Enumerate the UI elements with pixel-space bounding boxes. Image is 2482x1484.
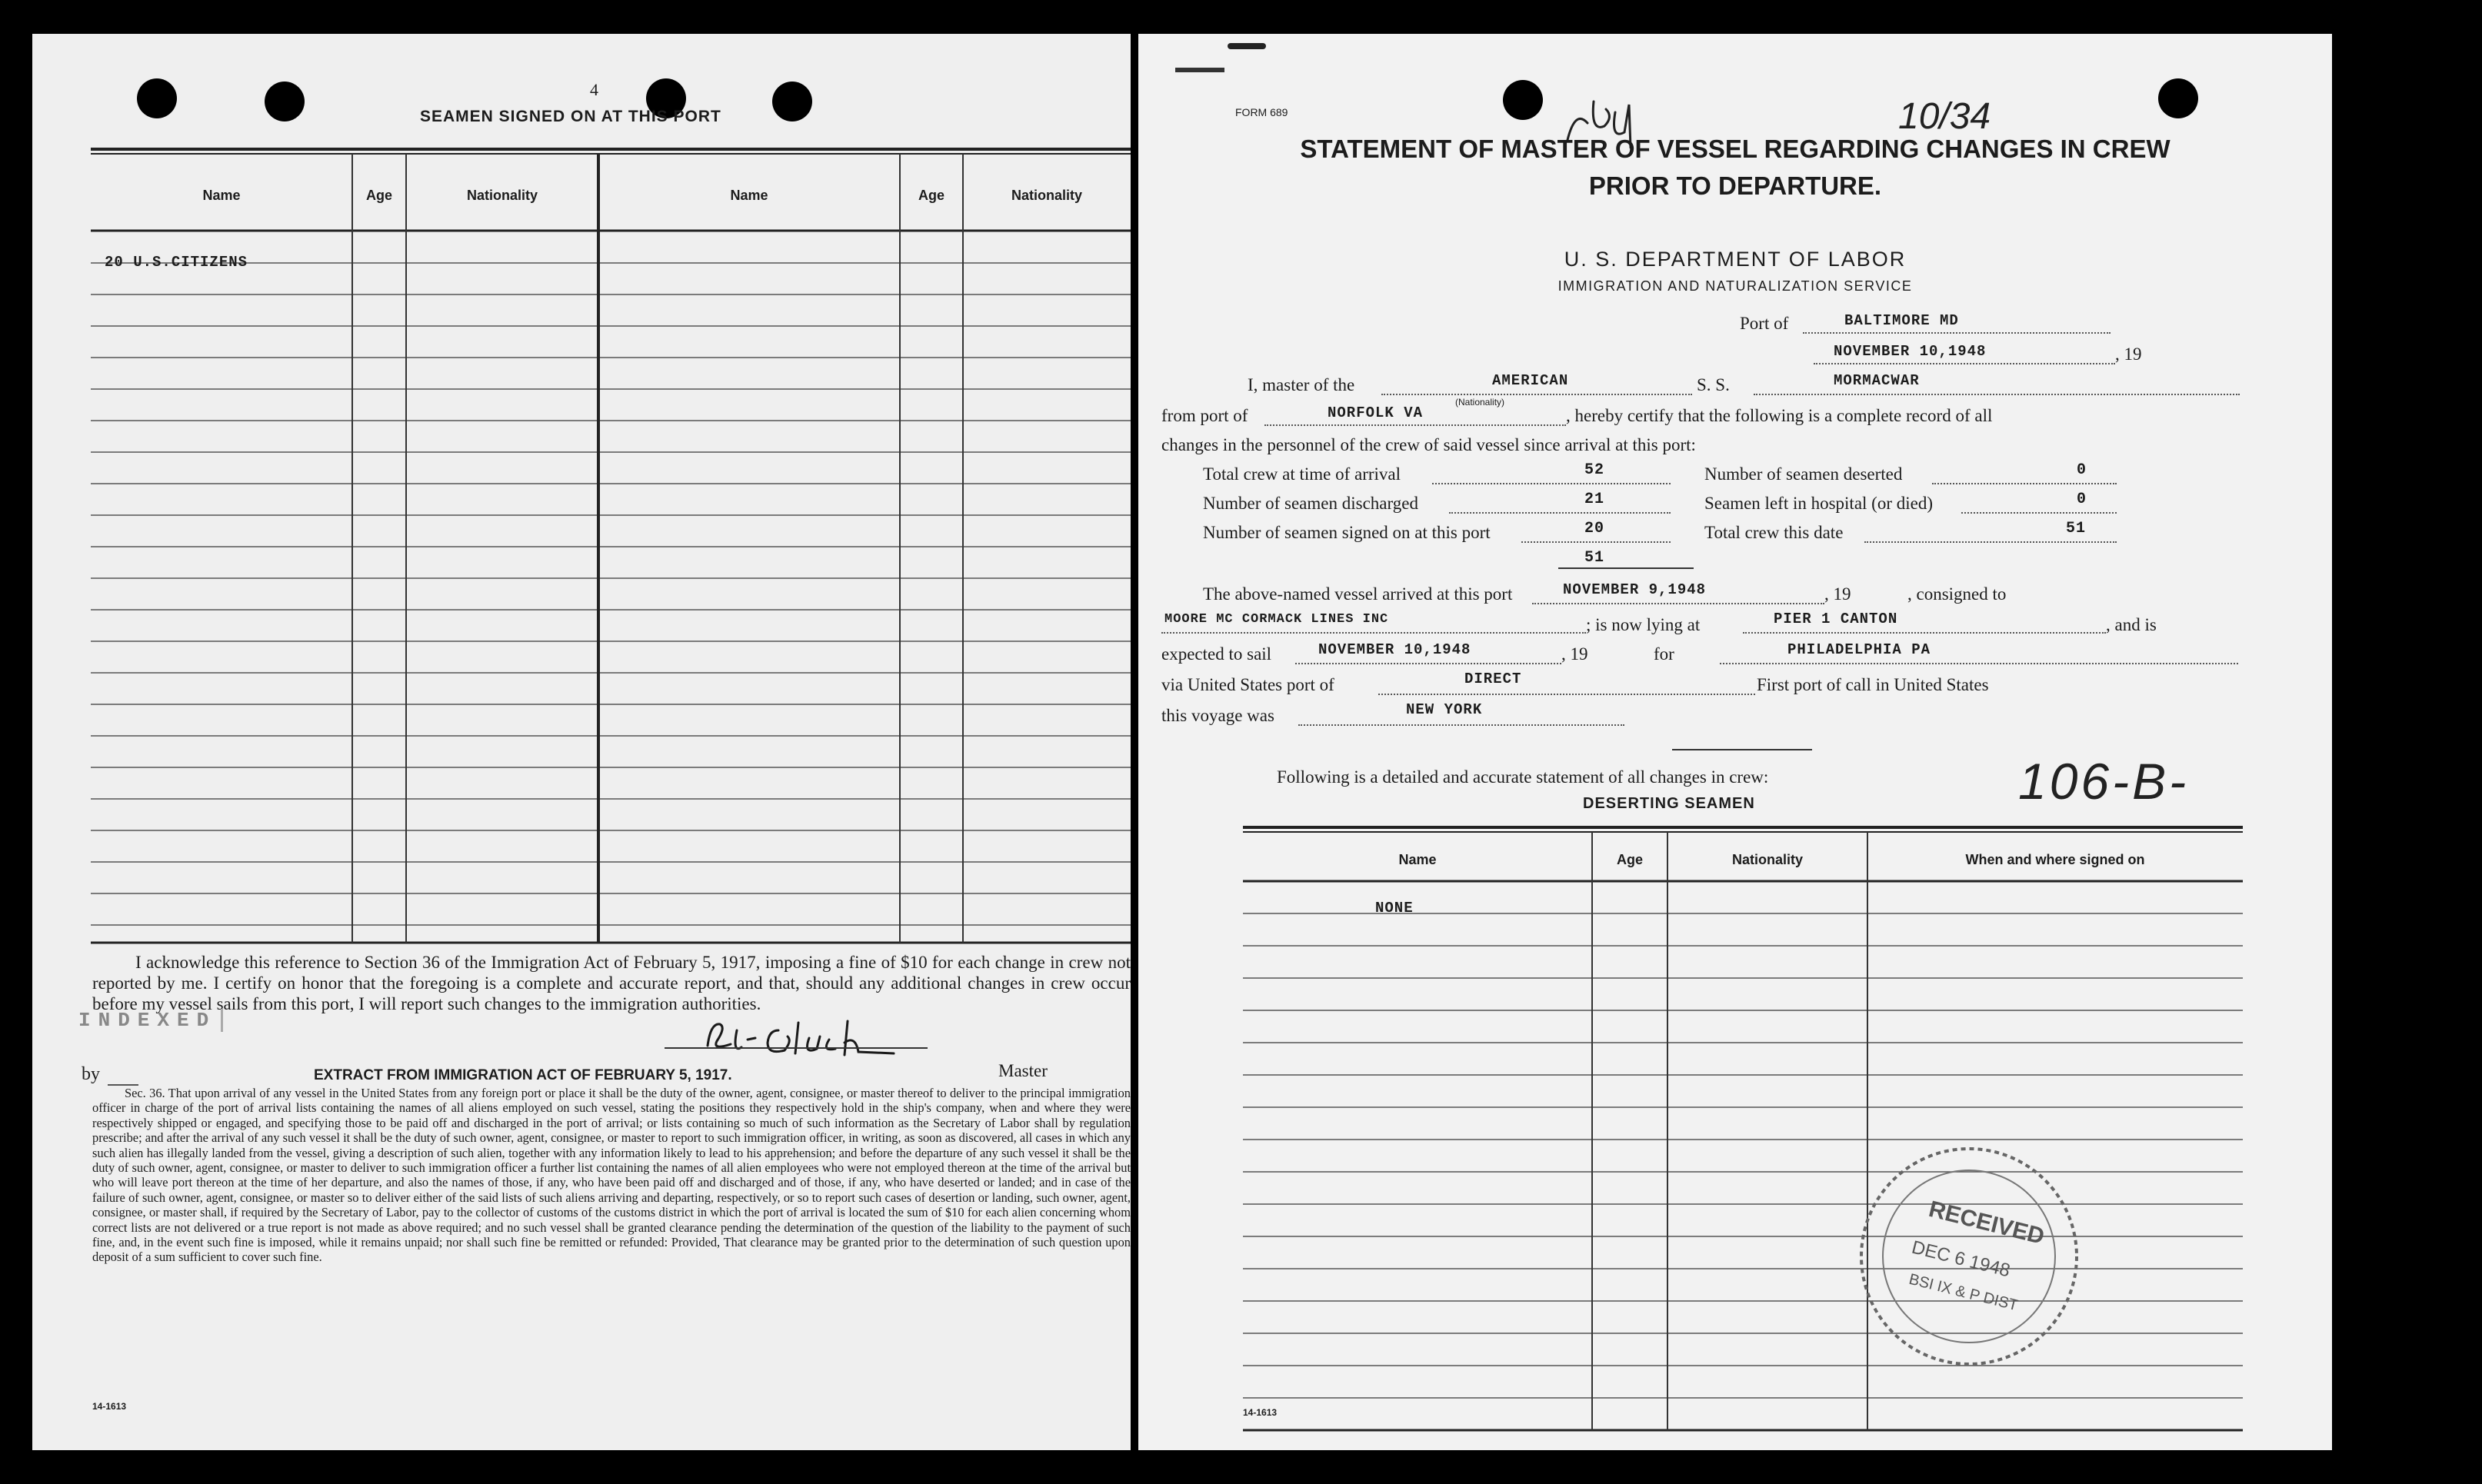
form-title [1138,131,2332,205]
form-title-line-2: PRIOR TO DEPARTURE. [1588,171,1882,200]
table-grid [1243,826,2243,1433]
acknowledgment-text: I acknowledge this reference to Section 36 of the Immigration Act of February 5, 1917, imposing a fine of $10 for each change in crew not reported by me. I certify on honor that the foregoing is a complete and accurate report, and that, should any additional changes in crew occur before my vessel sails from this port, I will report such changes to the immigration authorities. [92,953,1131,1013]
page-number: 4 [590,80,598,99]
scan-mark [1228,43,1266,49]
table-cell: 20 U.S.CITIZENS [105,254,248,271]
column-header: Name [202,188,241,203]
year-label: , 19 [1561,644,1588,664]
dotted-line [1754,394,2240,395]
dotted-line [1532,603,1824,604]
dotted-line [1378,694,1755,695]
from-port-label: from port of [1161,406,1248,425]
dotted-line [1449,512,1671,514]
lying-value: PIER 1 CANTON [1774,611,1898,627]
column-header: Nationality [466,188,538,203]
for-value: PHILADELPHIA PA [1787,641,1931,658]
certify-text: , hereby certify that the following is a complete record of all [1566,406,1993,425]
seamen-signed-on-table [91,148,1131,946]
dotted-line [1521,541,1671,543]
by-label: by [82,1064,100,1084]
expected-value: NOVEMBER 10,1948 [1318,641,1471,658]
dotted-line [1814,363,2115,364]
dotted-line [1803,332,2111,334]
for-label: for [1654,644,1674,664]
column-header: Age [918,188,944,203]
port-of-value: BALTIMORE MD [1844,312,1959,329]
year-label: , 19 [1824,584,1851,604]
stamp-date: DEC 6 1948 [1909,1236,2013,1282]
arrived-value: NOVEMBER 9,1948 [1563,581,1707,598]
dotted-line [1295,663,1561,664]
dotted-line [1432,483,1671,484]
subtotal-value: 51 [1584,549,1605,567]
total-this-date-value: 51 [2066,520,2087,537]
hospital-value: 0 [2077,491,2087,508]
voyage-label: this voyage was [1161,706,1274,725]
form-code: 14-1613 [1243,1407,1278,1418]
master-label: Master [998,1061,1048,1080]
received-stamp [1854,1141,2084,1372]
year-label: , 19 [2115,344,2142,364]
section-heading: SEAMEN SIGNED ON AT THIS PORT [420,108,721,125]
first-port-label: First port of call in United States [1757,675,1989,694]
dotted-line [1932,483,2117,484]
following-text: Following is a detailed and accurate statement of all changes in crew: [1277,767,1769,787]
and-is-label: , and is [2106,615,2157,634]
lying-label: ; is now lying at [1586,615,1701,634]
port-of-label: Port of [1740,314,1789,333]
dotted-line [1864,541,2117,543]
dotted-line [1264,424,1566,426]
total-crew-arrival-label: Total crew at time of arrival [1203,464,1401,484]
form-code: 14-1613 [92,1401,127,1412]
dotted-line [1381,394,1692,395]
discharged-value: 21 [1584,491,1605,508]
expected-label: expected to sail [1161,644,1272,664]
right-page [1138,34,2332,1450]
dotted-line [1298,724,1624,726]
signature-line [665,1047,928,1049]
column-header: Nationality [1011,188,1082,203]
handwritten-reference: 106-B- [2018,753,2190,810]
consigned-label: , consigned to [1907,584,2007,604]
table-cell: NONE [1375,900,1414,917]
via-value: DIRECT [1464,670,1522,687]
master-signature [694,1007,948,1069]
dotted-line [1961,512,2117,514]
deserted-label: Number of seamen deserted [1704,464,1903,484]
total-this-date-label: Total crew this date [1704,523,1844,542]
nationality-note: (Nationality) [1455,397,1505,408]
ss-label: S. S. [1697,375,1730,394]
ship-name: MORMACWAR [1834,372,1920,389]
arrived-label: The above-named vessel arrived at this port [1203,584,1513,604]
punch-hole [2158,78,2198,118]
deserting-heading: DESERTING SEAMEN [1583,795,1755,812]
handwritten-top: 10/34 [1898,96,1991,137]
dotted-line [1720,663,2238,664]
form-label: FORM 689 [1235,106,1288,118]
column-header: Age [365,188,392,203]
indexed-stamp: INDEXED [78,1009,223,1032]
extract-title: EXTRACT FROM IMMIGRATION ACT OF FEBRUARY 5, 1917. [314,1067,732,1083]
dotted-line [1161,632,1586,634]
column-header: Name [1398,852,1437,867]
signed-on-value: 20 [1584,520,1605,537]
discharged-label: Number of seamen discharged [1203,494,1418,513]
punch-hole [772,82,812,121]
signed-on-label: Number of seamen signed on at this port [1203,523,1491,542]
consignee-value: MOORE MC CORMACK LINES INC [1164,612,1389,627]
stamp-office: BSI IX & P DIST [1907,1270,2020,1315]
hospital-label: Seamen left in hospital (or died) [1704,494,1934,513]
left-page [32,34,1131,1450]
column-header: Age [1616,852,1643,867]
punch-hole [1503,80,1543,120]
column-header: Nationality [1731,852,1803,867]
punch-hole [137,78,177,118]
nationality-value: AMERICAN [1492,372,1569,389]
certify-text: changes in the personnel of the crew of said vessel since arrival at this port: [1161,435,1696,454]
total-crew-arrival-value: 52 [1584,461,1605,479]
master-of-the-label: I, master of the [1248,375,1355,394]
dotted-line [1743,632,2106,634]
deserted-value: 0 [2077,461,2087,479]
column-header: Name [730,188,768,203]
extract-text: Sec. 36. That upon arrival of any vessel in the United States from any foreign port or place it shall be the duty of the owner, agent, consignee, or master thereof to deliver to the principal immigration officer in charge of the port of arrival lists containing the names of all aliens employed on such vessel, stating the positions they respectively hold in the ship's company, when and where they were respectively shipped or engaged, and specifying those to be paid off and discharged in the port of arrival; or lists containing so much of such information as the Secretary of Labor shall by regulation prescribe; and after the arrival of any such vessel it shall be the duty of such owner, agent, consignee, or master to report to such immigration officer, in writing, as soon as discovered, all cases in which any such alien has illegally landed from the vessel, giving a description of such alien, together with any information likely to lead to his apprehension; and before the departure of any such vessel it shall be the duty of such owner, agent, consignee, or master to deliver to such immigration officer a further list containing the names of all alien employees who were not employed thereon at the time of the arrival but who will leave port thereon at the time of her departure, and also the names of those, if any, who have been paid off and discharged and of those, if any, who have deserted or landed; and in case of the failure of such owner, agent, consignee, or master so to deliver either of the said lists of such aliens arriving and departing, respectively, or so to report such cases of desertion or landing, such owner, agent, consignee, or master shall, if required by the Secretary of Labor, pay to the collector of customs of the customs district in which the port of arrival is located the sum of $10 for each alien concerning whom correct lists are not delivered or a true report is not made as above required; and no such vessel shall be granted clearance pending the determination of the question of the liability to the payment of such fine, and, in the event such fine is imposed, while it remains unpaid; nor shall such fine be remitted or refunded: Provided, That clearance may be granted prior to the determination of such question upon deposit of a sum sufficient to cover such fine. [92,1086,1131,1265]
service-name: IMMIGRATION AND NATURALIZATION SERVICE [1557,278,1913,294]
voyage-value: NEW YORK [1406,701,1483,718]
column-header: When and where signed on [1965,852,2145,867]
date-value: NOVEMBER 10,1948 [1834,343,1987,360]
sum-line [1558,567,1694,569]
department-name: U. S. DEPARTMENT OF LABOR [1564,248,1907,271]
via-label: via United States port of [1161,675,1334,694]
stamp-received: RECEIVED [1926,1196,2047,1250]
punch-hole [265,82,305,121]
scan-mark [1175,68,1224,72]
from-port-value: NORFOLK VA [1328,404,1424,421]
form-title-line-1: STATEMENT OF MASTER OF VESSEL REGARDING CHANGES IN CREW [1300,135,2171,163]
deserting-seamen-table [1243,826,2243,1433]
separator-line [1672,749,1812,750]
